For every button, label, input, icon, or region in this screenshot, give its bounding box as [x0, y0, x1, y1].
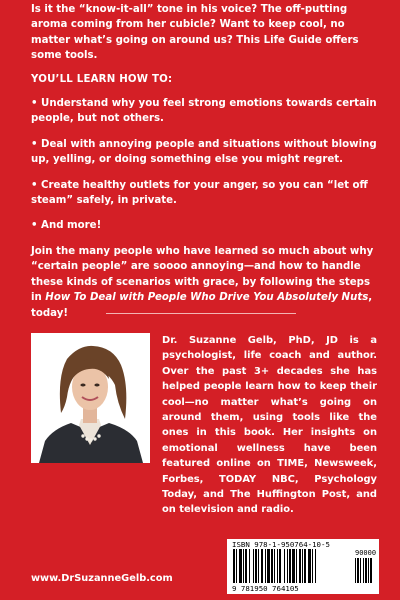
isbn-barcode: [227, 539, 379, 594]
author-portrait-icon: [31, 333, 150, 463]
bullet-item: • Deal with annoying people and situations without blowing up, yelling, or doing something else you might regret.: [31, 138, 377, 166]
intro-paragraph: Is it the “know-it-all” tone in his voice? The off-putting aroma coming from her cubicle? Want to keep cool, no matter what’s going on around us? This Life Guide offers some tools.: [31, 4, 359, 62]
book-title: How To Deal with People Who Drive You Absolutely Nuts: [45, 292, 369, 304]
bullet-item: • And more!: [31, 220, 102, 232]
bullet-item: • Understand why you feel strong emotions towards certain people, but not others.: [31, 98, 377, 125]
barcode-icon: [227, 539, 379, 594]
author-photo: [31, 333, 150, 463]
divider: [106, 313, 296, 314]
author-bio: Dr. Suzanne Gelb, PhD, JD is a psychologist, life coach and author. Over the past 3+ decades she has helped people learn how to keep their cool—no matter what’s going on around them, using tools like the ones in this book. Her insights on emotional wellness have been featured online on TIME, Newsweek, Forbes, TODAY NBC, Psychology Today, and The Huffington Post, and on television and radio.: [162, 335, 377, 516]
learn-heading: YOU’LL LEARN HOW TO:: [31, 73, 173, 85]
barcode-digits: 9 781950 764105: [232, 584, 299, 593]
bullet-item: • Create healthy outlets for your anger, so you can “let off steam” safely, in private.: [31, 179, 368, 207]
website-link[interactable]: www.DrSuzanneGelb.com: [31, 573, 173, 584]
closing-text-end: , today!: [31, 292, 373, 319]
closing-paragraph: [31, 244, 377, 321]
isbn-number: ISBN 978-1-950764-10-5: [232, 540, 330, 549]
blurb: [31, 2, 377, 321]
price-code: 90000: [355, 549, 377, 557]
closing-text-start: Join the many people who have learned so much about why “certain people” are soooo annoying—and how to handle these kinds of scenarios with grace, by following the steps in: [31, 245, 374, 304]
